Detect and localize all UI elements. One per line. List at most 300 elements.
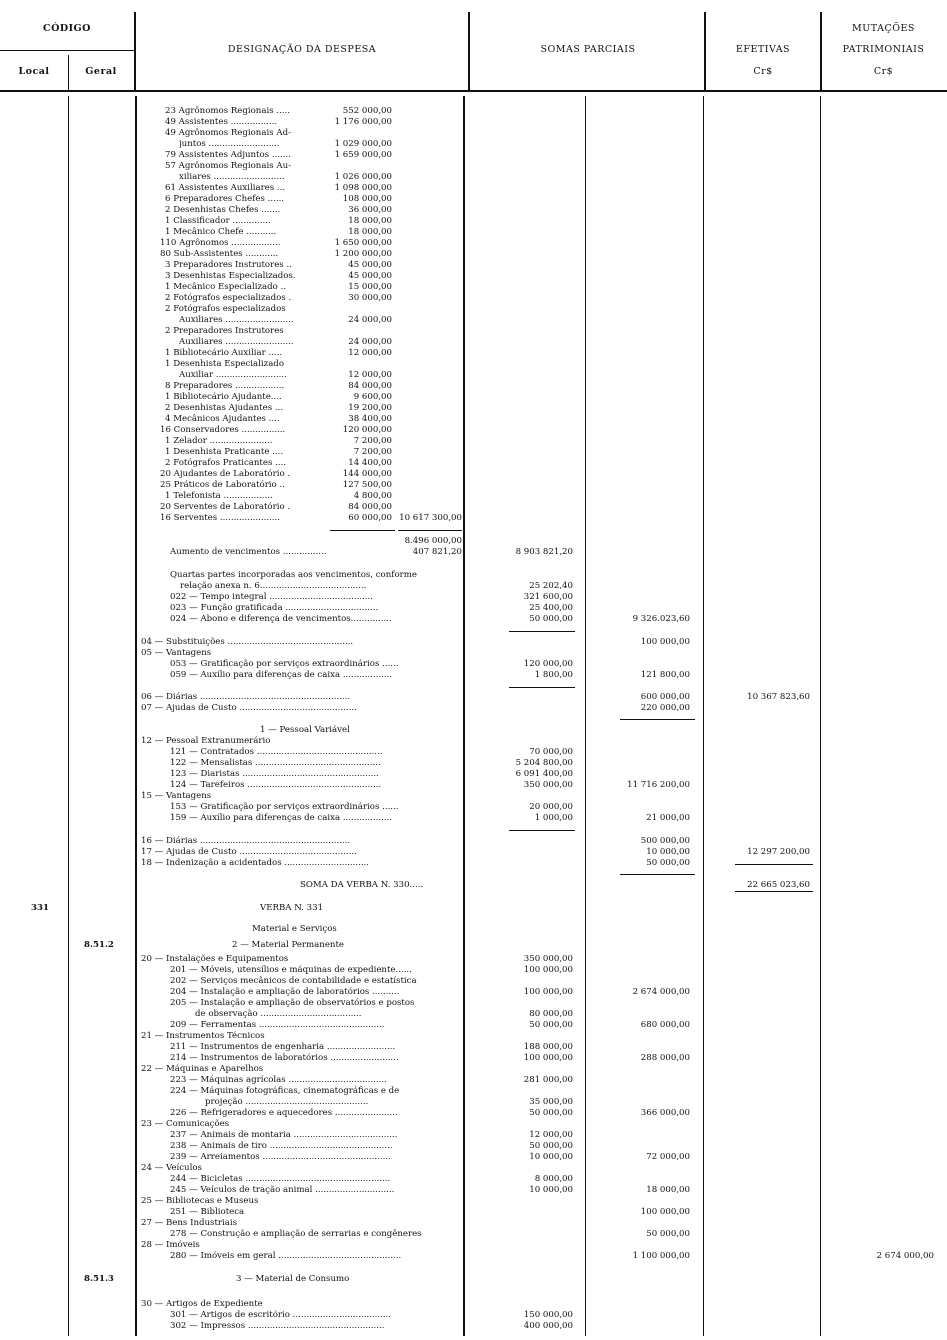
table-row: [0, 1310, 947, 1320]
amount-inner: 24 000,00: [348, 315, 392, 325]
table-row: [0, 1163, 947, 1173]
table-row: [0, 836, 947, 846]
table-row: [0, 614, 947, 624]
amount-partial-1: 12 000,00: [529, 1130, 573, 1140]
amount-inner: 7 200,00: [353, 436, 392, 446]
amount-partial-1: 100 000,00: [523, 965, 573, 975]
table-row: [0, 1108, 947, 1118]
expense-description: 022 — Tempo integral ......................................: [170, 592, 374, 602]
subtotal-rule: [509, 687, 575, 688]
expense-description: 1 Desenhista Praticante ....: [165, 447, 284, 457]
expense-description: 244 — Bicicletas .....................................................: [170, 1174, 391, 1184]
expense-description: 8 Preparadores ..................: [165, 381, 285, 391]
amount-partial-2: 288 000,00: [640, 1053, 690, 1063]
table-row: [0, 513, 947, 523]
amount-partial-2: 1 100 000,00: [632, 1251, 690, 1261]
expense-description: 059 — Auxílio para diferenças de caixa ..................: [170, 670, 392, 680]
table-row: [0, 458, 947, 468]
expense-description: 214 — Instrumentos de laboratórios .........................: [170, 1053, 399, 1063]
expense-description: 24 — Veículos: [141, 1163, 202, 1173]
table-row: [0, 1097, 947, 1107]
header-divider-local: [68, 55, 69, 91]
amount-partial-1: 281 000,00: [523, 1075, 573, 1085]
local-header: Local: [18, 66, 50, 77]
amount-inner: 84 000,00: [348, 381, 392, 391]
table-row: [0, 924, 947, 934]
table-row: [0, 1207, 947, 1217]
table-row: [0, 998, 947, 1008]
expense-description: 4 Mecânicos Ajudantes ....: [165, 414, 280, 424]
table-row: [0, 381, 947, 391]
expense-description: 023 — Função gratificada ..................................: [170, 603, 379, 613]
amount-partial-1: 8 000,00: [534, 1174, 573, 1184]
amount-inner: 1 029 000,00: [334, 139, 392, 149]
amount-partial-2: 100 000,00: [640, 637, 690, 647]
table-row: [0, 1321, 947, 1331]
code-geral: 8.51.2: [84, 940, 114, 950]
expense-description: VERBA N. 331: [260, 903, 324, 913]
table-row: [0, 703, 947, 713]
table-row: [0, 414, 947, 424]
expense-description: Auxiliares .........................: [179, 337, 294, 347]
header-divider-codigo: [134, 12, 136, 92]
subtotal-rule: [620, 874, 695, 875]
expense-description: 280 — Imóveis em geral .............................................: [170, 1251, 402, 1261]
table-row: [0, 1086, 947, 1096]
subtotal-rule: [509, 830, 575, 831]
table-row: [0, 758, 947, 768]
table-row: [0, 692, 947, 702]
efetivas-currency: Cr$: [753, 66, 773, 77]
expense-description: 123 — Diaristas ..................................................: [170, 769, 379, 779]
patrimoniais-header: PATRIMONIAIS: [842, 44, 925, 55]
table-row: [0, 791, 947, 801]
expense-description: 251 — Biblioteca: [170, 1207, 245, 1217]
table-row: [0, 1299, 947, 1309]
expense-description: 61 Assistentes Auxiliares ...: [165, 183, 286, 193]
expense-description: 278 — Construção e ampliação de serrarias e congêneres: [170, 1229, 422, 1239]
table-row: [0, 491, 947, 501]
amount-partial-1: 70 000,00: [529, 747, 573, 757]
expense-description: relação anexa n. 6.......................................: [180, 581, 367, 591]
table-row: [0, 480, 947, 490]
expense-description: 2 Fotógrafos especializados .: [165, 293, 292, 303]
amount-partial-2: 100 000,00: [640, 1207, 690, 1217]
expense-description: 1 Bibliotecário Auxiliar .....: [165, 348, 283, 358]
expense-description: 15 — Vantagens: [141, 791, 212, 801]
amount-inner: 127 500,00: [342, 480, 392, 490]
expense-description: 79 Assistentes Adjuntos .......: [165, 150, 291, 160]
expense-description: 1 Classificador ..............: [165, 216, 271, 226]
table-row: [0, 260, 947, 270]
expense-description: juntos ..........................: [179, 139, 280, 149]
table-row: [0, 1174, 947, 1184]
amount-partial-1: 188 000,00: [523, 1042, 573, 1052]
amount-inner: 144 000,00: [342, 469, 392, 479]
expense-description: 49 Assistentes .................: [165, 117, 278, 127]
somas-parciais-header: SOMAS PARCIAIS: [540, 44, 636, 55]
table-row: [0, 858, 947, 868]
table-row: [0, 271, 947, 281]
table-row: [0, 348, 947, 358]
expense-description: 1 Zelador .......................: [165, 436, 273, 446]
table-row: [0, 987, 947, 997]
amount-inner: 24 000,00: [348, 337, 392, 347]
table-row: [0, 1053, 947, 1063]
table-row: [0, 128, 947, 138]
amount-partial-2: 121 800,00: [640, 670, 690, 680]
expense-description: 239 — Arreiamentos ...............................................: [170, 1152, 391, 1162]
amount-partial-1: 50 000,00: [529, 1108, 573, 1118]
amount-inner: 19 200,00: [348, 403, 392, 413]
table-row: [0, 436, 947, 446]
header-divider-designacao: [468, 12, 470, 92]
expense-description: 053 — Gratificação por serviços extraordinários ......: [170, 659, 399, 669]
amount-inner: 36 000,00: [348, 205, 392, 215]
table-row: [0, 139, 947, 149]
table-row: [0, 976, 947, 986]
amount-partial-2: 600 000,00: [640, 692, 690, 702]
expense-description: 1 Telefonista ..................: [165, 491, 273, 501]
amount-partial-1: 5 204 800,00: [515, 758, 573, 768]
table-row: [0, 954, 947, 964]
amount-inner: 38 400,00: [348, 414, 392, 424]
table-row: [0, 1218, 947, 1228]
expense-description: 224 — Máquinas fotográficas, cinematográficas e de: [170, 1086, 400, 1096]
amount-inner: 108 000,00: [342, 194, 392, 204]
expense-description: 2 Preparadores Instrutores: [165, 326, 284, 336]
amount-partial-1: 25 202,40: [529, 581, 573, 591]
amount-partial-1: 100 000,00: [523, 987, 573, 997]
amount-inner: 12 000,00: [348, 348, 392, 358]
expense-description: 153 — Gratificação por serviços extraordinários ......: [170, 802, 399, 812]
amount-inner: 7 200,00: [353, 447, 392, 457]
amount-inner: 552 000,00: [342, 106, 392, 116]
expense-description: 024 — Abono e diferença de vencimentos...............: [170, 614, 392, 624]
amount-partial-1: 120 000,00: [523, 659, 573, 669]
amount-inner: 1 659 000,00: [334, 150, 392, 160]
table-row: [0, 150, 947, 160]
expense-description: projeção .............................................: [205, 1097, 369, 1107]
table-row: [0, 659, 947, 669]
table-row: [0, 469, 947, 479]
efetivas-header: EFETIVAS: [735, 44, 791, 55]
expense-description: 223 — Máquinas agrícolas ....................................: [170, 1075, 387, 1085]
table-row: [0, 536, 947, 546]
amount-inner: 15 000,00: [348, 282, 392, 292]
expense-description: 3 Preparadores Instrutores ..: [165, 260, 292, 270]
amount-inner: 60 000,00: [348, 513, 392, 523]
expense-description: 22 — Máquinas e Aparelhos: [141, 1064, 264, 1074]
table-row: [0, 813, 947, 823]
amount-partial-1: 350 000,00: [523, 954, 573, 964]
table-row: [0, 769, 947, 779]
table-row: [0, 359, 947, 369]
header-divider-efetivas: [820, 12, 822, 92]
expense-description: Aumento de vencimentos ................: [170, 547, 327, 557]
table-row: [0, 1141, 947, 1151]
table-row: [0, 1229, 947, 1239]
amount-partial-2: 18 000,00: [646, 1185, 690, 1195]
table-row: [0, 940, 947, 950]
amount-inner: 18 000,00: [348, 216, 392, 226]
table-row: [0, 304, 947, 314]
amount-partial-1: 35 000,00: [529, 1097, 573, 1107]
amount-inner: 1 176 000,00: [334, 117, 392, 127]
table-row: [0, 780, 947, 790]
amount-inner: 9 600,00: [353, 392, 392, 402]
amount-partial-2: 11 716 200,00: [627, 780, 690, 790]
amount-inner: 12 000,00: [348, 370, 392, 380]
table-row: [0, 1196, 947, 1206]
expense-description: 06 — Diárias .......................................................: [141, 692, 351, 702]
code-geral: 8.51.3: [84, 1274, 114, 1284]
amount-inner: 120 000,00: [342, 425, 392, 435]
table-row: [0, 238, 947, 248]
expense-description: 3 Desenhistas Especializados.: [165, 271, 296, 281]
mutacoes-currency: Cr$: [873, 66, 894, 77]
amount-partial-1: 350 000,00: [523, 780, 573, 790]
expense-description: 1 Mecânico Chefe ...........: [165, 227, 277, 237]
amount-partial-2: 50 000,00: [646, 858, 690, 868]
table-row: [0, 581, 947, 591]
amount-partial-1: 100 000,00: [523, 1053, 573, 1063]
amount-inner: 1 026 000,00: [334, 172, 392, 182]
table-row: [0, 194, 947, 204]
table-row: [0, 1185, 947, 1195]
amount-partial-1: 50 000,00: [529, 614, 573, 624]
table-row: [0, 117, 947, 127]
expense-description: 25 — Bibliotecas e Museus: [141, 1196, 259, 1206]
table-row: [0, 502, 947, 512]
expense-description: 226 — Refrigeradores e aquecedores .......................: [170, 1108, 398, 1118]
table-row: [0, 249, 947, 259]
amount-efetivas: 22 665 023,60: [747, 880, 810, 890]
amount-subtotal: 10 617 300,00: [399, 513, 462, 523]
amount-partial-1: 80 000,00: [529, 1009, 573, 1019]
amount-partial-2: 220 000,00: [640, 703, 690, 713]
expense-description: Auxiliares .........................: [179, 315, 294, 325]
amount-inner: 4 800,00: [353, 491, 392, 501]
expense-description: 2 Desenhistas Ajudantes ...: [165, 403, 284, 413]
expense-description: 1 Desenhista Especializado: [165, 359, 284, 369]
expense-description: Quartas partes incorporadas aos vencimentos, conforme: [170, 570, 417, 580]
codigo-header: CÓDIGO: [43, 23, 91, 34]
expense-description: 20 Ajudantes de Laboratório .: [160, 469, 291, 479]
amount-inner: 18 000,00: [348, 227, 392, 237]
expense-description: 12 — Pessoal Extranumerário: [141, 736, 271, 746]
table-row: [0, 1251, 947, 1261]
expense-description: 16 — Diárias .......................................................: [141, 836, 351, 846]
expense-description: 1 Bibliotecário Ajudante....: [165, 392, 282, 402]
table-row: [0, 1240, 947, 1250]
expense-description: de observação .....................................: [195, 1009, 362, 1019]
table-row: [0, 880, 947, 890]
amount-inner: 30 000,00: [348, 293, 392, 303]
amount-patrimoniais: 2 674 000,00: [876, 1251, 934, 1261]
table-row: [0, 648, 947, 658]
expense-description: 121 — Contratados ..............................................: [170, 747, 383, 757]
expense-description: 6 Preparadores Chefes ......: [165, 194, 285, 204]
table-row: [0, 183, 947, 193]
amount-inner: 1 650 000,00: [334, 238, 392, 248]
amount-partial-1: 1 000,00: [534, 813, 573, 823]
amount-subtotal: 8.496 000,00: [404, 536, 462, 546]
designacao-header: DESIGNAÇÃO DA DESPESA: [227, 44, 377, 55]
amount-inner: 84 000,00: [348, 502, 392, 512]
table-row: [0, 227, 947, 237]
code-local: 331: [31, 903, 49, 913]
table-row: [0, 592, 947, 602]
subtotal-rule: [398, 530, 462, 531]
header-divider-somas: [704, 12, 706, 92]
expense-description: 245 — Veículos de tração animal .............................: [170, 1185, 395, 1195]
expense-description: 159 — Auxílio para diferenças de caixa ..................: [170, 813, 392, 823]
expense-description: 3 — Material de Consumo: [236, 1274, 350, 1284]
amount-partial-2: 366 000,00: [640, 1108, 690, 1118]
amount-inner: 14 400,00: [348, 458, 392, 468]
expense-description: 25 Práticos de Laboratório ..: [160, 480, 285, 490]
expense-description: xiliares ..........................: [179, 172, 285, 182]
table-row: [0, 161, 947, 171]
table-row: [0, 1031, 947, 1041]
amount-inner: 1 098 000,00: [334, 183, 392, 193]
expense-description: 18 — Indenização a acidentados ...............................: [141, 858, 370, 868]
geral-header: Geral: [85, 66, 117, 77]
expense-description: 238 — Animais de tiro .............................................: [170, 1141, 393, 1151]
amount-partial-1: 20 000,00: [529, 802, 573, 812]
expense-description: 05 — Vantagens: [141, 648, 212, 658]
table-row: [0, 1152, 947, 1162]
expense-description: Material e Serviços: [252, 924, 337, 934]
table-row: [0, 106, 947, 116]
amount-partial-1: 400 000,00: [523, 1321, 573, 1331]
expense-description: 302 — Impressos ..................................................: [170, 1321, 385, 1331]
expense-description: 27 — Bens Industriais: [141, 1218, 238, 1228]
table-row: [0, 216, 947, 226]
expense-description: 2 Fotógrafos especializados: [165, 304, 286, 314]
subtotal-rule: [735, 891, 813, 892]
amount-partial-1: 50 000,00: [529, 1141, 573, 1151]
amount-subtotal: 407 821,20: [412, 547, 462, 557]
expense-description: 07 — Ajudas de Custo ...........................................: [141, 703, 357, 713]
expense-description: 204 — Instalação e ampliação de laboratórios ..........: [170, 987, 400, 997]
expense-description: 237 — Animais de montaria ......................................: [170, 1130, 398, 1140]
expense-description: 17 — Ajudas de Custo ...........................................: [141, 847, 357, 857]
amount-partial-1: 50 000,00: [529, 1020, 573, 1030]
expense-description: 16 Conservadores ................: [160, 425, 286, 435]
expense-description: 124 — Tarefeiros .................................................: [170, 780, 382, 790]
amount-partial-2: 50 000,00: [646, 1229, 690, 1239]
expense-description: 2 Fotógrafos Praticantes ....: [165, 458, 287, 468]
amount-partial-1: 10 000,00: [529, 1185, 573, 1195]
expense-description: 04 — Substituições ..............................................: [141, 637, 354, 647]
amount-partial-2: 21 000,00: [646, 813, 690, 823]
amount-partial-2: 10 000,00: [646, 847, 690, 857]
table-row: [0, 570, 947, 580]
expense-description: 1 — Pessoal Variável: [260, 725, 350, 735]
table-row: [0, 847, 947, 857]
table-row: [0, 1119, 947, 1129]
table-row: [0, 425, 947, 435]
table-row: [0, 802, 947, 812]
expense-description: 110 Agrônomos ..................: [160, 238, 281, 248]
amount-efetivas: 12 297 200,00: [747, 847, 810, 857]
subtotal-rule: [330, 530, 395, 531]
expense-description: 28 — Imóveis: [141, 1240, 200, 1250]
expense-description: Auxiliar ..........................: [179, 370, 287, 380]
table-row: [0, 747, 947, 757]
amount-partial-1: 321 600,00: [523, 592, 573, 602]
amount-partial-2: 2 674 000,00: [632, 987, 690, 997]
amount-inner: 45 000,00: [348, 260, 392, 270]
table-row: [0, 172, 947, 182]
table-row: [0, 403, 947, 413]
amount-partial-1: 1 800,00: [534, 670, 573, 680]
table-row: [0, 1064, 947, 1074]
table-row: [0, 392, 947, 402]
amount-efetivas: 10 367 823,60: [747, 692, 810, 702]
table-row: [0, 293, 947, 303]
table-row: [0, 1020, 947, 1030]
expense-description: 20 Serventes de Laboratório .: [160, 502, 291, 512]
amount-partial-2: 72 000,00: [646, 1152, 690, 1162]
table-row: [0, 205, 947, 215]
expense-description: 2 Desenhistas Chefes .......: [165, 205, 281, 215]
table-row: [0, 1274, 947, 1284]
expense-description: 57 Agrônomos Regionais Au-: [165, 161, 292, 171]
table-row: [0, 736, 947, 746]
amount-partial-1: 25 400,00: [529, 603, 573, 613]
amount-partial-1: 150 000,00: [523, 1310, 573, 1320]
expense-description: 23 Agrônomos Regionais .....: [165, 106, 291, 116]
amount-partial-1: 10 000,00: [529, 1152, 573, 1162]
amount-partial-1: 6 091 400,00: [515, 769, 573, 779]
subtotal-rule: [509, 631, 575, 632]
table-row: [0, 965, 947, 975]
table-row: [0, 670, 947, 680]
expense-description: 211 — Instrumentos de engenharia .........................: [170, 1042, 396, 1052]
table-row: [0, 1009, 947, 1019]
subtotal-rule: [620, 719, 695, 720]
mutacoes-header: MUTAÇÕES: [852, 23, 915, 34]
table-row: [0, 903, 947, 913]
amount-partial-2: 500 000,00: [640, 836, 690, 846]
expense-description: 21 — Instrumentos Técnicos: [141, 1031, 265, 1041]
table-row: [0, 1042, 947, 1052]
expense-description: 16 Serventes ......................: [160, 513, 281, 523]
table-row: [0, 326, 947, 336]
expense-description: 201 — Móveis, utensílios e máquinas de expediente......: [170, 965, 412, 975]
expense-description: 202 — Serviços mecânicos de contabilidade e estatística: [170, 976, 417, 986]
table-row: [0, 337, 947, 347]
table-row: [0, 1075, 947, 1085]
expense-description: 1 Mecânico Especializado ..: [165, 282, 286, 292]
expense-description: 301 — Artigos de escritório ....................................: [170, 1310, 392, 1320]
expense-description: 30 — Artigos de Expediente: [141, 1299, 263, 1309]
expense-description: 209 — Ferramentas ..............................................: [170, 1020, 385, 1030]
table-row: [0, 447, 947, 457]
table-row: [0, 1130, 947, 1140]
expense-description: 2 — Material Permanente: [232, 940, 345, 950]
header-rule-mid: [0, 50, 134, 51]
amount-partial-2: 9 326.023,60: [632, 614, 690, 624]
expense-description: 23 — Comunicações: [141, 1119, 230, 1129]
header-rule-bottom: [0, 90, 947, 92]
table-row: [0, 725, 947, 735]
amount-inner: 1 200 000,00: [334, 249, 392, 259]
amount-partial-2: 680 000,00: [640, 1020, 690, 1030]
